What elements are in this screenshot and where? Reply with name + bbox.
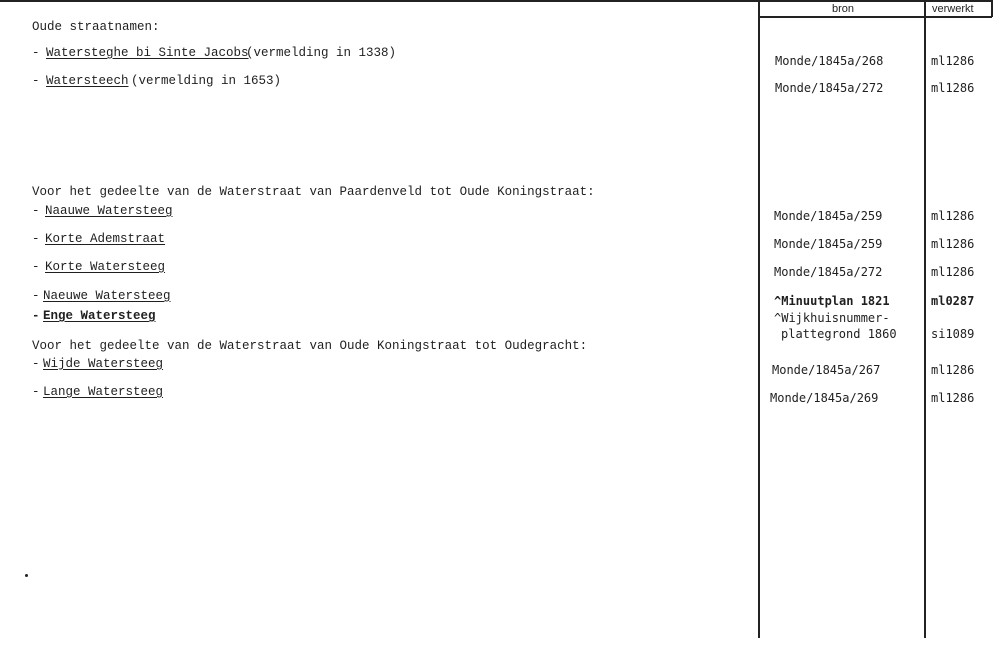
verwerkt-cell: ml1286	[931, 81, 975, 95]
list-item-dash: -	[32, 46, 40, 60]
street-name: Naauwe Watersteeg	[45, 204, 173, 218]
street-name: Korte Ademstraat	[45, 232, 166, 246]
bron-cell-line1: ^Wijkhuisnummer-	[774, 311, 890, 325]
list-item-dash: -	[32, 204, 40, 218]
verwerkt-cell: ml0287	[931, 294, 975, 308]
oudegracht-heading: Voor het gedeelte van de Waterstraat van Oude Koningstraat tot Oudegracht:	[32, 339, 588, 353]
scan-speck	[25, 574, 28, 577]
paardenveld-heading: Voor het gedeelte van de Waterstraat van Paardenveld tot Oude Koningstraat:	[32, 185, 595, 199]
list-item-dash: -	[32, 289, 40, 303]
verwerkt-cell: si1089	[931, 327, 975, 341]
list-item-dash: -	[32, 385, 40, 399]
bron-cell: Monde/1845a/272	[774, 265, 883, 279]
street-name: Naeuwe Watersteeg	[43, 289, 171, 303]
verwerkt-column-header: verwerkt	[932, 3, 974, 15]
street-name: Lange Watersteeg	[43, 385, 164, 399]
bron-cell: Monde/1845a/259	[774, 237, 883, 251]
bron-cell-line2: plattegrond 1860	[781, 327, 897, 341]
bron-cell: Monde/1845a/267	[772, 363, 881, 377]
bron-cell: Monde/1845a/272	[775, 81, 884, 95]
header-top-rule	[760, 0, 992, 2]
bron-cell: Monde/1845a/268	[775, 54, 884, 68]
old-names-heading: Oude straatnamen:	[32, 20, 160, 34]
bron-column-header: bron	[832, 3, 855, 15]
street-name: Watersteghe bi Sinte Jacobs	[46, 46, 249, 60]
bron-cell: Monde/1845a/259	[774, 209, 883, 223]
street-name: Watersteech	[46, 74, 129, 88]
street-note: (vermelding in 1338)	[246, 46, 397, 60]
bron-cell: ^Minuutplan 1821	[774, 294, 890, 308]
verwerkt-cell: ml1286	[931, 363, 975, 377]
street-name: Korte Watersteeg	[45, 260, 166, 274]
header-rule	[760, 16, 992, 18]
table-right-border	[991, 0, 993, 17]
verwerkt-cell: ml1286	[931, 54, 975, 68]
verwerkt-cell: ml1286	[931, 209, 975, 223]
bron-cell: Monde/1845a/269	[770, 391, 879, 405]
list-item-dash: -	[32, 309, 40, 323]
street-note: (vermelding in 1653)	[131, 74, 282, 88]
list-item-dash: -	[32, 357, 40, 371]
street-name: Wijde Watersteeg	[43, 357, 164, 371]
list-item-dash: -	[32, 232, 40, 246]
list-item-dash: -	[32, 74, 40, 88]
list-item-dash: -	[32, 260, 40, 274]
verwerkt-cell: ml1286	[931, 391, 975, 405]
bron-column-left-border	[758, 0, 760, 638]
street-name: Enge Watersteeg	[43, 309, 156, 323]
top-rule	[0, 0, 760, 2]
verwerkt-cell: ml1286	[931, 265, 975, 279]
verwerkt-column-left-border	[924, 0, 926, 638]
verwerkt-cell: ml1286	[931, 237, 975, 251]
